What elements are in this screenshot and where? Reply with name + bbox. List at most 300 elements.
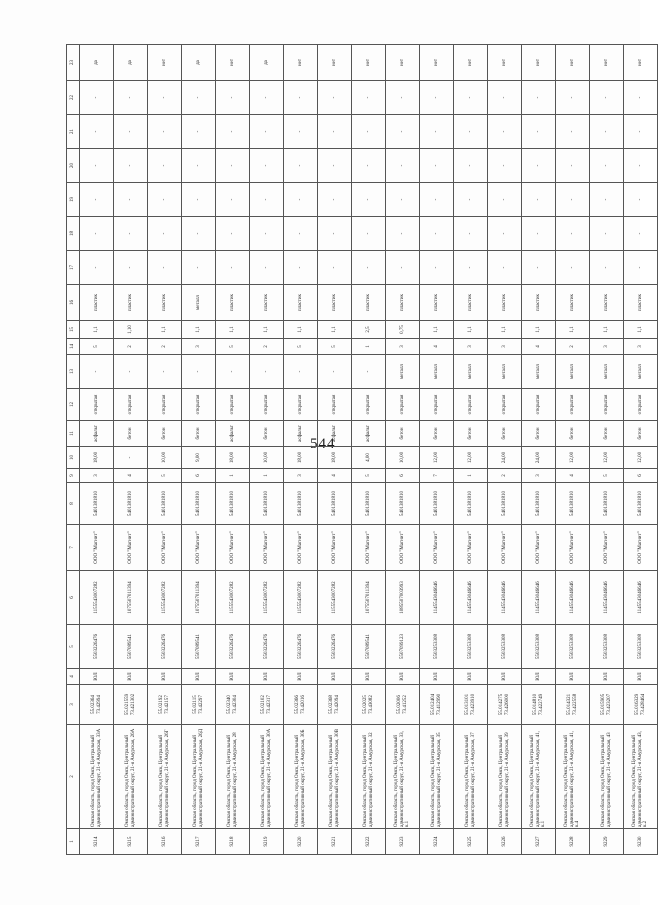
table-cell: 9,00 — [182, 447, 216, 469]
table-cell: - — [114, 115, 148, 149]
table-cell: асфальт — [352, 421, 386, 447]
table-cell: - — [182, 217, 216, 251]
table-cell: 1,1 — [148, 321, 182, 339]
table-cell: - — [624, 115, 658, 149]
table-cell: - — [216, 115, 250, 149]
table-cell: 5507089541 — [114, 625, 148, 669]
table-cell: - — [216, 183, 250, 217]
table-row — [80, 45, 114, 855]
table-cell: ЮЛ — [556, 669, 590, 685]
table-cell: - — [250, 355, 284, 389]
table-cell: 1145543046646 — [590, 571, 624, 625]
table-cell: 12,00 — [454, 447, 488, 469]
table-cell: ЮЛ — [352, 669, 386, 685]
address-cell: Омская область, город Омск, Центральный административный округ, 21-я Амурская, 43 — [590, 725, 624, 829]
table-cell: - — [182, 355, 216, 389]
table-cell: 1,10 — [114, 321, 148, 339]
table-cell: 5401381810 — [182, 483, 216, 525]
column-header: 21 — [67, 115, 80, 149]
table-cell: открытая — [80, 389, 114, 421]
table-cell: - — [420, 81, 454, 115]
table-cell: 55.014810 73.422749 — [522, 685, 556, 725]
table-cell: 5 — [318, 339, 352, 355]
table-cell: 2 — [488, 469, 522, 483]
table-cell: 1,1 — [216, 321, 250, 339]
table-cell: нет — [148, 45, 182, 81]
table-cell: - — [522, 149, 556, 183]
table-cell: - — [216, 81, 250, 115]
table-cell: металл — [420, 355, 454, 389]
table-cell: - — [352, 355, 386, 389]
table-cell: - — [454, 81, 488, 115]
address-cell: Омская область, город Омск, Центральный административный округ, 21-я Амурская, 41, к.1 — [522, 725, 556, 829]
address-cell: Омская область, город Омск, Центральный административный округ, 21-я Амурская, 33, к.1 — [386, 725, 420, 829]
table-cell: открытая — [216, 389, 250, 421]
table-cell: нет — [590, 45, 624, 81]
table-cell: - — [284, 251, 318, 285]
table-cell: пластик — [488, 285, 522, 321]
table-cell: - — [454, 183, 488, 217]
table-cell: 1,1 — [318, 321, 352, 339]
table-cell: асфальт — [216, 421, 250, 447]
table-cell: - — [216, 355, 250, 389]
table-cell: ООО "Магнит" — [590, 525, 624, 571]
table-cell: нет — [386, 45, 420, 81]
address-cell: Омская область, город Омск, Центральный административный округ, 21-я Амурская, 26А — [114, 725, 148, 829]
table-cell: 5401381810 — [352, 483, 386, 525]
table-cell: ООО "Магнит" — [114, 525, 148, 571]
table-cell: металл — [624, 355, 658, 389]
table-cell: нет — [624, 45, 658, 81]
table-cell: пластик — [556, 285, 590, 321]
table-cell: нет — [556, 45, 590, 81]
table-cell: - — [318, 149, 352, 183]
table-cell: - — [420, 149, 454, 183]
table-cell: 9214 — [80, 829, 114, 855]
table-cell: 12,00 — [624, 447, 658, 469]
address-cell: Омская область, город Омск, Центральный административный округ, 21-я Амурская, 39 — [488, 725, 522, 829]
table-cell: ООО "Магнит" — [454, 525, 488, 571]
table-cell: 18,00 — [318, 447, 352, 469]
table-row — [624, 45, 658, 855]
table-cell: - — [318, 217, 352, 251]
table-cell: 4 — [522, 339, 556, 355]
table-cell: открытая — [454, 389, 488, 421]
table-cell: - — [250, 217, 284, 251]
table-cell: ООО "Магнит" — [148, 525, 182, 571]
table-cell: 1085507003993 — [386, 571, 420, 625]
table-cell: - — [624, 81, 658, 115]
table-cell: 5401381810 — [80, 483, 114, 525]
table-cell: 5503226476 — [318, 625, 352, 669]
table-cell: 5503253308 — [488, 625, 522, 669]
table-cell: - — [114, 81, 148, 115]
table-cell: да — [80, 45, 114, 81]
column-header: 4 — [67, 669, 80, 685]
table-cell: 1,1 — [522, 321, 556, 339]
table-cell: 10,00 — [386, 447, 420, 469]
table-cell: 55.02006 73.41252 — [386, 685, 420, 725]
table-cell: 1145543046646 — [454, 571, 488, 625]
table-cell: 5 — [216, 339, 250, 355]
table-row — [590, 45, 624, 855]
table-cell: - — [216, 149, 250, 183]
table-cell: асфальт — [318, 421, 352, 447]
table-cell: пластик — [522, 285, 556, 321]
table-cell: 1,1 — [488, 321, 522, 339]
table-cell: 5507089541 — [182, 625, 216, 669]
table-cell: 55.02368 73.42094 — [318, 685, 352, 725]
table-cell: 9222 — [352, 829, 386, 855]
table-cell: 5401381810 — [420, 483, 454, 525]
table-cell: пластик — [148, 285, 182, 321]
table-row — [148, 45, 182, 855]
table-cell: ЮЛ — [182, 669, 216, 685]
table-cell: 1145543046646 — [522, 571, 556, 625]
table-cell: - — [318, 251, 352, 285]
table-cell: - — [284, 355, 318, 389]
column-header: 16 — [67, 285, 80, 321]
table-cell: ЮЛ — [454, 669, 488, 685]
table-cell: - — [488, 217, 522, 251]
table-cell: - — [80, 251, 114, 285]
table-cell: - — [522, 217, 556, 251]
table-cell: - — [556, 183, 590, 217]
table-cell: - — [352, 115, 386, 149]
table-cell: ООО "Магнит" — [318, 525, 352, 571]
table-cell: 3 — [386, 339, 420, 355]
table-cell: 1 — [250, 469, 284, 483]
table-cell: 5503253308 — [590, 625, 624, 669]
table-cell: 1145543046646 — [420, 571, 454, 625]
table-cell: - — [114, 447, 148, 469]
table-cell: 1155543007282 — [250, 571, 284, 625]
table-row — [216, 45, 250, 855]
table-cell: 5503253308 — [624, 625, 658, 669]
table-cell: ЮЛ — [250, 669, 284, 685]
table-cell: - — [352, 217, 386, 251]
table-cell: 9218 — [216, 829, 250, 855]
table-cell: - — [590, 81, 624, 115]
table-cell: 55.013101 73.423910 — [454, 685, 488, 725]
table-cell: - — [352, 251, 386, 285]
table-cell: 55.012404 73.412990 — [420, 685, 454, 725]
table-cell: 1,1 — [420, 321, 454, 339]
table-cell: ЮЛ — [148, 669, 182, 685]
table-cell: металл — [454, 355, 488, 389]
table-cell: пластик — [284, 285, 318, 321]
table-cell: 12,00 — [556, 447, 590, 469]
table-cell: ООО "Магнит" — [420, 525, 454, 571]
table-cell: - — [624, 251, 658, 285]
table-cell: ООО "Магнит" — [624, 525, 658, 571]
table-cell: нет — [488, 45, 522, 81]
table-row — [250, 45, 284, 855]
table-cell: - — [624, 149, 658, 183]
table-cell: бетон — [454, 421, 488, 447]
table-cell: ООО "Магнит" — [386, 525, 420, 571]
table-cell: - — [284, 81, 318, 115]
table-row — [182, 45, 216, 855]
table-cell: - — [590, 183, 624, 217]
table-cell: - — [114, 355, 148, 389]
column-header: 1 — [67, 829, 80, 855]
table-cell: 12,00 — [420, 447, 454, 469]
table-cell: 1145543046646 — [624, 571, 658, 625]
table-cell: - — [590, 251, 624, 285]
table-cell: нет — [216, 45, 250, 81]
table-cell: пластик — [420, 285, 454, 321]
table-cell: - — [182, 183, 216, 217]
table-cell: нет — [420, 45, 454, 81]
table-cell: - — [386, 115, 420, 149]
table-cell: 5507089541 — [352, 625, 386, 669]
table-row — [454, 45, 488, 855]
table-cell: 9223 — [386, 829, 420, 855]
table-cell: - — [216, 251, 250, 285]
table-cell: металл — [522, 355, 556, 389]
table-cell: 4 — [114, 469, 148, 483]
column-header: 13 — [67, 355, 80, 389]
table-cell: - — [148, 149, 182, 183]
table-cell: бетон — [624, 421, 658, 447]
table-cell: - — [80, 355, 114, 389]
table-cell: 5401381810 — [148, 483, 182, 525]
table-cell: - — [590, 217, 624, 251]
table-cell: - — [590, 115, 624, 149]
table-cell: - — [590, 149, 624, 183]
address-cell: Омская область, город Омск, Центральный административный округ, 21-я Амурская, 30Б — [284, 725, 318, 829]
table-cell: 1,1 — [182, 321, 216, 339]
table-cell: - — [488, 149, 522, 183]
table-cell: 2 — [250, 339, 284, 355]
table-cell: - — [80, 115, 114, 149]
table-cell: пластик — [80, 285, 114, 321]
table-cell: 3 — [80, 469, 114, 483]
table-cell: - — [182, 149, 216, 183]
table-cell: 6 — [182, 469, 216, 483]
table-cell: 1,1 — [454, 321, 488, 339]
table-cell: бетон — [114, 421, 148, 447]
table-cell: - — [284, 217, 318, 251]
table-cell: 5507099123 — [386, 625, 420, 669]
table-cell: нет — [522, 45, 556, 81]
table-cell: 55.02340 73.42304 — [216, 685, 250, 725]
table-cell: 1 — [216, 469, 250, 483]
table-cell: - — [420, 115, 454, 149]
table-cell: - — [522, 115, 556, 149]
table-cell: металл — [182, 285, 216, 321]
table-cell: - — [80, 81, 114, 115]
table-cell: 5401381810 — [250, 483, 284, 525]
table-cell: - — [148, 217, 182, 251]
table-cell: металл — [556, 355, 590, 389]
column-header: 20 — [67, 149, 80, 183]
table-cell: бетон — [182, 421, 216, 447]
address-cell: Омская область, город Омск, Центральный административный округ, 21-я Амурская, 43, к.2 — [624, 725, 658, 829]
table-cell: - — [420, 217, 454, 251]
table-cell: пластик — [624, 285, 658, 321]
table-cell: нет — [454, 45, 488, 81]
table-cell: - — [556, 149, 590, 183]
table-cell: 5503226476 — [216, 625, 250, 669]
table-cell: - — [114, 149, 148, 183]
table-cell: - — [148, 355, 182, 389]
table-row — [284, 45, 318, 855]
address-cell: Омская область, город Омск, Центральный административный округ, 21-я Амурская, 28 — [216, 725, 250, 829]
table-cell: 18,00 — [216, 447, 250, 469]
table-cell: открытая — [148, 389, 182, 421]
table-cell: бетон — [386, 421, 420, 447]
page-number: 544 — [310, 436, 336, 452]
table-cell: - — [284, 149, 318, 183]
table-cell: - — [318, 115, 352, 149]
table-cell: - — [80, 217, 114, 251]
table-sheet — [66, 45, 649, 855]
table-cell: 1,1 — [284, 321, 318, 339]
table-cell: 5401381810 — [114, 483, 148, 525]
table-cell: да — [250, 45, 284, 81]
table-row — [386, 45, 420, 855]
table-cell: ЮЛ — [590, 669, 624, 685]
table-cell: ООО "Магнит" — [250, 525, 284, 571]
table-cell: 5503253308 — [556, 625, 590, 669]
table-cell: - — [556, 251, 590, 285]
table-cell: 5503226476 — [80, 625, 114, 669]
table-cell: 9220 — [284, 829, 318, 855]
table-cell: - — [182, 251, 216, 285]
table-cell: - — [250, 81, 284, 115]
address-cell: Омская область, город Омск, Центральный административный округ, 21-я Амурская, 26Г — [148, 725, 182, 829]
table-cell: 9221 — [318, 829, 352, 855]
table-cell: - — [522, 81, 556, 115]
table-cell: пластик — [216, 285, 250, 321]
table-cell: 1 — [454, 469, 488, 483]
table-cell: - — [420, 183, 454, 217]
column-header: 2 — [67, 725, 80, 829]
table-cell: 24,00 — [522, 447, 556, 469]
table-cell: 4 — [556, 469, 590, 483]
table-cell: 2 — [556, 339, 590, 355]
table-cell: 24,00 — [488, 447, 522, 469]
column-header: 9 — [67, 469, 80, 483]
table-cell: открытая — [250, 389, 284, 421]
table-cell: 5503226476 — [148, 625, 182, 669]
table-cell: - — [624, 183, 658, 217]
table-cell: - — [284, 115, 318, 149]
table-cell: 2 — [114, 339, 148, 355]
table-cell: 5503253308 — [420, 625, 454, 669]
table-cell: - — [522, 183, 556, 217]
table-cell: 9227 — [522, 829, 556, 855]
table-cell: открытая — [590, 389, 624, 421]
table-cell: 4 — [318, 469, 352, 483]
table-cell: - — [488, 251, 522, 285]
table-cell: 5503226476 — [250, 625, 284, 669]
table-cell: ЮЛ — [420, 669, 454, 685]
table-cell: - — [182, 81, 216, 115]
table-cell: 1 — [352, 339, 386, 355]
table-cell: - — [114, 183, 148, 217]
table-cell: 3 — [522, 469, 556, 483]
address-cell: Омская область, город Омск, Центральный административный округ, 21-я Амурская, 30А — [250, 725, 284, 829]
column-header: 22 — [67, 81, 80, 115]
table-cell: - — [318, 183, 352, 217]
column-header: 17 — [67, 251, 80, 285]
table-cell: открытая — [488, 389, 522, 421]
table-cell: 1075507011394 — [352, 571, 386, 625]
table-cell: открытая — [522, 389, 556, 421]
table-row — [556, 45, 590, 855]
table-cell: 9226 — [488, 829, 522, 855]
table-cell: ООО "Магнит" — [556, 525, 590, 571]
table-cell: открытая — [420, 389, 454, 421]
table-row — [522, 45, 556, 855]
table-cell: асфальт — [284, 421, 318, 447]
table-cell: пластик — [352, 285, 386, 321]
table-cell: ЮЛ — [624, 669, 658, 685]
table-cell: ООО "Магнит" — [80, 525, 114, 571]
table-cell: - — [454, 217, 488, 251]
table-cell: открытая — [318, 389, 352, 421]
table-cell: - — [454, 251, 488, 285]
table-cell: 10,00 — [148, 447, 182, 469]
table-cell: 55.02025 73.43082 — [352, 685, 386, 725]
table-cell: - — [386, 251, 420, 285]
table-cell: 1,1 — [250, 321, 284, 339]
table-cell: - — [318, 355, 352, 389]
table-cell: 55.02115 73.42297 — [182, 685, 216, 725]
table-cell: - — [556, 115, 590, 149]
table-cell: 3 — [284, 469, 318, 483]
table-cell: - — [386, 81, 420, 115]
column-header: 7 — [67, 525, 80, 571]
table-cell: 5 — [590, 469, 624, 483]
table-cell: 5401381810 — [590, 483, 624, 525]
table-cell: 9225 — [454, 829, 488, 855]
table-cell: ЮЛ — [216, 669, 250, 685]
table-cell: - — [114, 251, 148, 285]
table-cell: 55.02192 73.42157 — [148, 685, 182, 725]
table-cell: - — [454, 115, 488, 149]
address-cell: Омская область, город Омск, Центральный административный округ, 21-я Амурская, 26Д — [182, 725, 216, 829]
table-cell: 5401381810 — [454, 483, 488, 525]
table-cell: 5401381810 — [216, 483, 250, 525]
table-cell: - — [80, 149, 114, 183]
table-cell: открытая — [386, 389, 420, 421]
table-cell: - — [148, 115, 182, 149]
table-cell: асфальт — [80, 421, 114, 447]
table-cell: да — [114, 45, 148, 81]
table-cell: пластик — [318, 285, 352, 321]
table-cell: 6 — [624, 469, 658, 483]
table-cell: 5 — [148, 469, 182, 483]
table-cell: ООО "Магнит" — [182, 525, 216, 571]
table-cell: 5503253308 — [454, 625, 488, 669]
table-cell: металл — [488, 355, 522, 389]
table-cell: открытая — [352, 389, 386, 421]
table-cell: 2 — [148, 339, 182, 355]
address-cell: Омская область, город Омск, Центральный административный округ, 21-я Амурская, 33А — [80, 725, 114, 829]
table-cell: ЮЛ — [386, 669, 420, 685]
table-cell: - — [420, 251, 454, 285]
table-cell: 9229 — [590, 829, 624, 855]
table-cell: 9230 — [624, 829, 658, 855]
table-cell: - — [352, 183, 386, 217]
table-cell: 9219 — [250, 829, 284, 855]
table-cell: - — [250, 149, 284, 183]
table-cell: пластик — [250, 285, 284, 321]
